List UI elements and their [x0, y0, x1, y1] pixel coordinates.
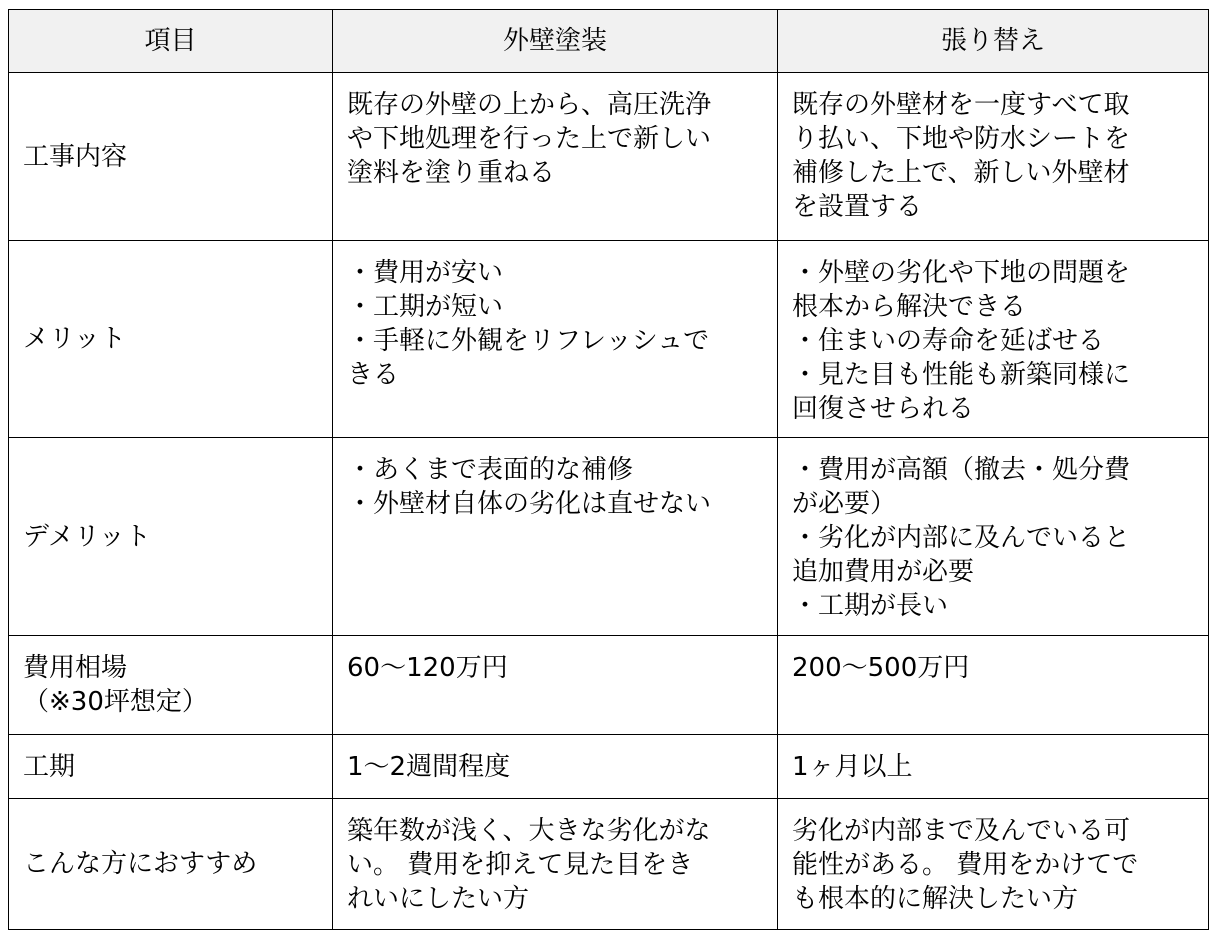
- cell-line: ・見た目も性能も新築同様に: [792, 360, 1131, 390]
- cell-line: 劣化が内部まで及んでいる可: [792, 816, 1131, 846]
- row-construction-details: [9, 73, 1209, 241]
- cell-line: り払い、下地や防水シートを: [792, 124, 1131, 154]
- replacement-cell: [778, 438, 1209, 636]
- item-cell: [9, 73, 333, 241]
- item-label: デメリット: [23, 521, 151, 552]
- replacement-cell: [778, 636, 1209, 735]
- cell-line: ・外壁の劣化や下地の問題を: [792, 258, 1131, 288]
- comparison-table-container: [8, 9, 1209, 930]
- cell-line: 築年数が浅く、大きな劣化がな: [347, 816, 711, 846]
- cell-line: や下地処理を行った上で新しい: [347, 124, 712, 154]
- comparison-table: [8, 9, 1209, 930]
- painting-cell: [333, 636, 778, 735]
- cell-line: 既存の外壁の上から、高圧洗浄: [347, 90, 712, 120]
- row-demerits: [9, 438, 1209, 636]
- cell-line: 既存の外壁材を一度すべて取: [792, 90, 1130, 120]
- item-cell: [9, 241, 333, 438]
- replacement-cell: [778, 799, 1209, 930]
- cell-line: ・工期が短い: [347, 292, 504, 322]
- header-siding-replacement: 張り替え: [778, 10, 1209, 73]
- cell-line: が必要）: [792, 489, 897, 519]
- cell-line: ・外壁材自体の劣化は直せない: [347, 489, 712, 519]
- cell-line: も根本的に解決したい方: [792, 884, 1079, 914]
- cell-line: ・工期が長い: [792, 591, 949, 621]
- cell-line: を設置する: [792, 192, 923, 222]
- row-construction-period: [9, 735, 1209, 799]
- cell-line: 追加費用が必要: [792, 557, 975, 587]
- painting-cell: [333, 241, 778, 438]
- row-cost-estimate: [9, 636, 1209, 735]
- row-recommended-for: [9, 799, 1209, 930]
- item-sublabel: （※30坪想定）: [23, 687, 208, 717]
- item-cell: [9, 636, 333, 735]
- item-label: 工期: [23, 751, 76, 782]
- painting-cell: [333, 799, 778, 930]
- cell-line: 能性がある。 費用をかけてで: [792, 850, 1139, 880]
- cell-line: 1〜2週間程度: [347, 751, 511, 782]
- cell-line: きる: [347, 360, 400, 390]
- cell-line: ・費用が安い: [347, 258, 504, 288]
- cell-line: ・費用が高額（撤去・処分費: [792, 455, 1131, 485]
- cell-line: 根本から解決できる: [792, 292, 1027, 322]
- item-label: メリット: [23, 324, 126, 354]
- replacement-cell: [778, 73, 1209, 241]
- cell-line: 200〜500万円: [792, 653, 970, 683]
- replacement-cell: [778, 241, 1209, 438]
- header-item: 項目: [9, 10, 333, 73]
- header-exterior-painting: 外壁塗装: [333, 10, 778, 73]
- row-merits: [9, 241, 1209, 438]
- item-cell: [9, 799, 333, 930]
- item-cell: [9, 438, 333, 636]
- painting-cell: [333, 735, 778, 799]
- cell-line: 塗料を塗り重ねる: [347, 158, 556, 188]
- item-cell: [9, 735, 333, 799]
- replacement-cell: [778, 735, 1209, 799]
- cell-line: 1ヶ月以上: [792, 751, 913, 782]
- cell-line: ・劣化が内部に及んでいると: [792, 523, 1131, 553]
- header-row: [9, 10, 1209, 73]
- painting-cell: [333, 73, 778, 241]
- cell-line: い。 費用を抑えて見た目をき: [347, 850, 694, 880]
- cell-line: 回復させられる: [792, 394, 975, 424]
- item-label: 費用相場: [23, 653, 128, 683]
- cell-line: 60〜120万円: [347, 653, 508, 683]
- cell-line: ・あくまで表面的な補修: [347, 455, 634, 485]
- cell-line: 補修した上で、新しい外壁材: [792, 158, 1130, 188]
- painting-cell: [333, 438, 778, 636]
- cell-line: れいにしたい方: [347, 884, 530, 914]
- item-label: 工事内容: [23, 141, 128, 172]
- cell-line: ・住まいの寿命を延ばせる: [792, 326, 1105, 356]
- item-label: こんな方におすすめ: [23, 849, 258, 879]
- cell-line: ・手軽に外観をリフレッシュで: [347, 326, 710, 356]
